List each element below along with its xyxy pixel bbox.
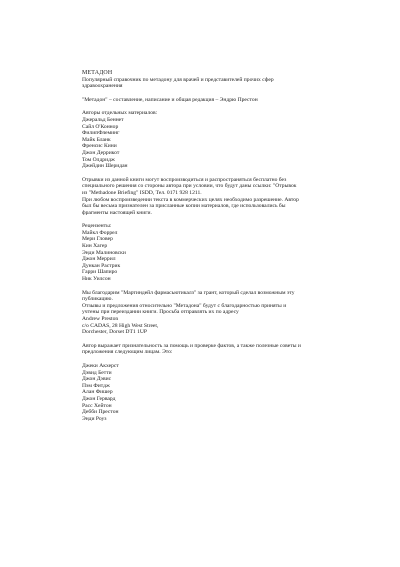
reviewer-name: Гарри Шапиро xyxy=(82,269,118,276)
address-line: Andrew Preston xyxy=(82,316,119,322)
author-name: Джеральд Беннет xyxy=(82,116,124,123)
author-name: Джейдин Шеридан xyxy=(82,163,128,170)
document-title: МЕТАДОН xyxy=(82,70,113,76)
author-name: ФилипФлеминг xyxy=(82,130,120,137)
copyright-line: фрагменты настоящей книги. xyxy=(82,209,152,216)
helpers-block xyxy=(82,363,378,422)
thanks-line: публикацию. xyxy=(82,296,113,303)
subtitle-block xyxy=(82,77,378,90)
gratitude-line: предложения следующим лицам. Это: xyxy=(82,349,173,356)
gratitude-line: Автор выражает признательность за помощь и проверке фактов, а также полезные советы и xyxy=(82,342,301,349)
gratitude-block xyxy=(82,343,378,356)
reviewer-name: Джон Меррил xyxy=(82,256,116,263)
reviewer-name: Майкл Форрел xyxy=(82,229,118,236)
helper-name: Джон Дэвис xyxy=(82,376,112,383)
copyright-line: специального решения со стороны автора при условии, что будут даны ссылки: "Отрывок xyxy=(82,183,297,190)
copyright-line: из "Methadone Briefing" ISDD, Тел. 0171 928 1211. xyxy=(82,189,202,196)
reviewers-heading: Рецензенты: xyxy=(82,223,112,230)
address-line: c/o CADAS, 28 High West Street, xyxy=(82,322,159,329)
authors-block xyxy=(82,110,378,169)
copyright-line: был бы весьма признателен за присланные копии материалов, где использовались бы xyxy=(82,203,286,210)
address-line: Dorchester, Dorset DT1 1UP xyxy=(82,329,148,336)
author-name: Сайл О'Коннор xyxy=(82,123,119,130)
helper-name: Джон Гервард xyxy=(82,395,116,402)
author-name: Джон Деррикот xyxy=(82,149,120,156)
reviewer-name: Мери Гловер xyxy=(82,236,113,243)
reviewer-name: Кин Хагер xyxy=(82,243,108,250)
helper-name: Дэвид Бетти xyxy=(82,369,112,376)
helper-name: Пэм Фитдж xyxy=(82,382,110,389)
helper-name: Энди Роуз xyxy=(82,415,107,422)
thanks-line: Мы благодарим "Мартиндейл фармасьютикалз" за грант, который сделал возможным эту xyxy=(82,289,295,296)
helper-name: Джеки Акхерст xyxy=(82,362,119,369)
copyright-line: При любом воспроизведении текста в коммерческих целях необходимо разрешение. Автор xyxy=(82,196,299,203)
reviewer-name: Дункан Растрик xyxy=(82,262,121,269)
author-name: Том Олдридж xyxy=(82,156,115,163)
helper-name: Расс Хейтон xyxy=(82,402,112,409)
author-name: Майк Бланк xyxy=(82,136,111,143)
reviewer-name: Ник Уилсон xyxy=(82,276,111,283)
authors-heading: Авторы отдельных материалов: xyxy=(82,110,158,117)
thanks-block xyxy=(82,290,378,336)
editor-block xyxy=(82,97,378,104)
document-page xyxy=(82,70,378,429)
editor-credit: "Метадон" – составление, написание и общая редакция – Эндрю Престон xyxy=(82,96,258,103)
reviewer-name: Энди Малиновски xyxy=(82,249,126,256)
copyright-line: Отрывки из данной книги могут воспроизводиться и распространяться бесплатно без xyxy=(82,176,287,183)
subtitle-line: Популярный справочник по метадону для врачей и представителей прочих сфер xyxy=(82,76,274,83)
copyright-block xyxy=(82,177,378,217)
thanks-line: Отзывы и предложения относительно "Метадона" будут с благодарностью приняты и xyxy=(82,302,287,309)
thanks-line: учтены при переиздании книги. Просьба отправлять их по адресу xyxy=(82,309,239,316)
reviewers-block xyxy=(82,223,378,282)
author-name: Френсис Кини xyxy=(82,143,117,150)
helper-name: Дебби Престон xyxy=(82,409,119,416)
subtitle-line: здравоохранения xyxy=(82,83,123,90)
helper-name: Алан Фишер xyxy=(82,389,113,396)
